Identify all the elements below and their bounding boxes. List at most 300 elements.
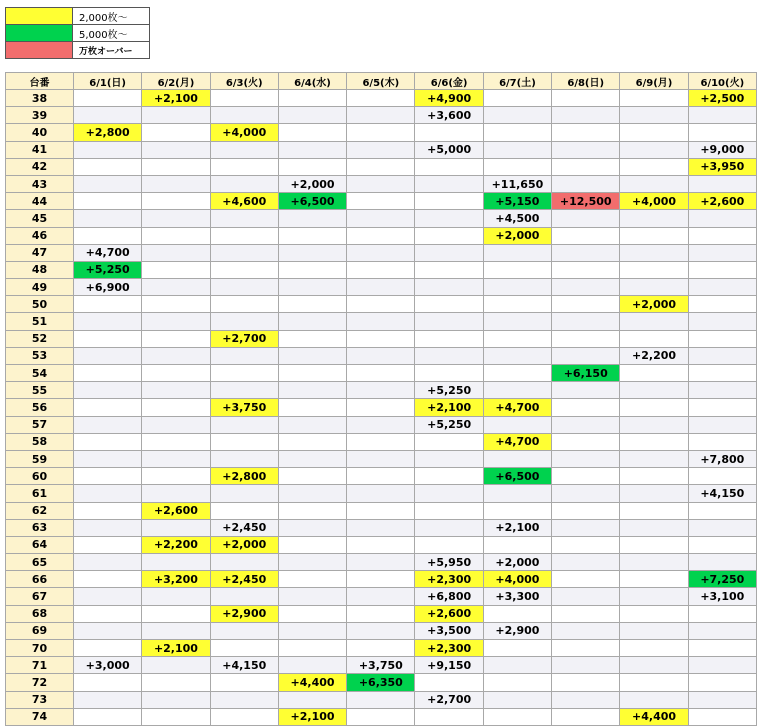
result-cell	[415, 193, 483, 210]
result-cell	[347, 468, 415, 485]
result-cell	[74, 450, 142, 467]
result-cell	[278, 382, 346, 399]
result-cell: +4,150	[210, 657, 278, 674]
result-cell	[552, 313, 620, 330]
result-cell: +5,250	[74, 261, 142, 278]
result-cell	[483, 536, 551, 553]
result-cell	[74, 674, 142, 691]
machine-number: 62	[6, 502, 74, 519]
result-cell	[620, 502, 688, 519]
result-cell	[74, 158, 142, 175]
result-cell	[74, 502, 142, 519]
result-cell	[552, 399, 620, 416]
table-row	[6, 622, 757, 639]
result-cell	[688, 622, 756, 639]
date-header: 6/7(土)	[483, 73, 551, 90]
result-cell	[552, 124, 620, 141]
legend-item	[6, 42, 150, 59]
result-cell	[278, 433, 346, 450]
result-cell	[278, 244, 346, 261]
result-cell	[142, 622, 210, 639]
machine-number: 43	[6, 175, 74, 192]
result-cell: +5,000	[415, 141, 483, 158]
result-cell	[74, 605, 142, 622]
result-cell	[210, 433, 278, 450]
result-cell	[210, 210, 278, 227]
result-cell: +4,000	[483, 571, 551, 588]
result-cell	[142, 296, 210, 313]
result-cell	[347, 571, 415, 588]
result-cell	[688, 674, 756, 691]
table-row	[6, 382, 757, 399]
result-cell	[688, 296, 756, 313]
result-cell	[347, 691, 415, 708]
result-cell: +2,900	[483, 622, 551, 639]
result-cell	[347, 90, 415, 107]
result-cell	[210, 107, 278, 124]
result-cell	[415, 313, 483, 330]
result-cell	[552, 279, 620, 296]
result-cell	[620, 657, 688, 674]
result-cell	[552, 519, 620, 536]
table-row	[6, 296, 757, 313]
machine-number: 53	[6, 347, 74, 364]
result-cell	[278, 536, 346, 553]
result-cell: +3,500	[415, 622, 483, 639]
machine-number: 50	[6, 296, 74, 313]
result-cell	[74, 193, 142, 210]
result-cell	[278, 605, 346, 622]
machine-number: 49	[6, 279, 74, 296]
result-cell	[142, 261, 210, 278]
result-cell	[142, 416, 210, 433]
result-cell	[278, 554, 346, 571]
result-cell: +6,500	[483, 468, 551, 485]
result-cell	[620, 468, 688, 485]
result-cell	[552, 622, 620, 639]
result-cell	[210, 261, 278, 278]
result-cell	[483, 691, 551, 708]
result-cell: +4,700	[74, 244, 142, 261]
result-cell	[347, 502, 415, 519]
result-cell	[347, 365, 415, 382]
machine-number: 70	[6, 640, 74, 657]
result-cell	[142, 141, 210, 158]
result-cell	[552, 588, 620, 605]
machine-number: 41	[6, 141, 74, 158]
result-cell	[688, 416, 756, 433]
result-cell	[347, 382, 415, 399]
date-header: 6/6(金)	[415, 73, 483, 90]
result-cell	[74, 519, 142, 536]
result-cell	[278, 468, 346, 485]
machine-number: 69	[6, 622, 74, 639]
table-row	[6, 313, 757, 330]
result-cell	[278, 588, 346, 605]
result-cell	[620, 416, 688, 433]
result-cell	[688, 433, 756, 450]
result-cell	[552, 657, 620, 674]
result-cell	[688, 691, 756, 708]
result-cell	[688, 244, 756, 261]
result-cell	[347, 485, 415, 502]
result-cell	[74, 175, 142, 192]
result-cell	[620, 158, 688, 175]
result-cell	[415, 227, 483, 244]
result-cell: +2,600	[688, 193, 756, 210]
result-cell: +11,650	[483, 175, 551, 192]
result-cell	[688, 382, 756, 399]
result-cell	[74, 141, 142, 158]
result-cell	[74, 347, 142, 364]
table-row	[6, 330, 757, 347]
result-cell	[210, 554, 278, 571]
machine-number: 64	[6, 536, 74, 553]
result-cell	[74, 485, 142, 502]
result-cell	[620, 433, 688, 450]
result-cell	[620, 244, 688, 261]
result-cell	[210, 244, 278, 261]
result-cell	[415, 519, 483, 536]
result-cell	[210, 90, 278, 107]
table-row	[6, 107, 757, 124]
result-cell	[74, 691, 142, 708]
result-cell	[347, 536, 415, 553]
result-cell	[210, 141, 278, 158]
table-row	[6, 347, 757, 364]
result-cell	[688, 107, 756, 124]
result-cell	[620, 330, 688, 347]
result-cell	[620, 90, 688, 107]
result-cell	[347, 244, 415, 261]
result-cell	[688, 468, 756, 485]
result-cell: +2,200	[142, 536, 210, 553]
result-cell: +2,100	[142, 640, 210, 657]
result-cell	[142, 691, 210, 708]
result-cell	[210, 382, 278, 399]
machine-number: 38	[6, 90, 74, 107]
result-cell	[278, 622, 346, 639]
machine-number: 61	[6, 485, 74, 502]
result-cell	[620, 175, 688, 192]
result-cell	[347, 450, 415, 467]
table-row	[6, 175, 757, 192]
result-cell	[142, 244, 210, 261]
result-cell	[142, 227, 210, 244]
date-header: 6/1(日)	[74, 73, 142, 90]
machine-number: 65	[6, 554, 74, 571]
table-row	[6, 227, 757, 244]
result-cell: +3,600	[415, 107, 483, 124]
result-cell	[483, 313, 551, 330]
result-cell	[210, 674, 278, 691]
legend-swatch	[6, 8, 73, 25]
result-cell: +5,250	[415, 382, 483, 399]
table-row	[6, 554, 757, 571]
result-cell	[688, 365, 756, 382]
machine-number: 58	[6, 433, 74, 450]
result-cell	[142, 210, 210, 227]
result-cell: +5,250	[415, 416, 483, 433]
result-cell	[142, 554, 210, 571]
table-row	[6, 691, 757, 708]
result-cell	[142, 124, 210, 141]
result-cell: +2,000	[278, 175, 346, 192]
result-cell	[347, 124, 415, 141]
result-cell: +7,800	[688, 450, 756, 467]
machine-number: 39	[6, 107, 74, 124]
table-row	[6, 640, 757, 657]
result-cell	[278, 519, 346, 536]
table-row	[6, 399, 757, 416]
result-cell: +5,950	[415, 554, 483, 571]
result-cell	[278, 124, 346, 141]
result-cell	[74, 708, 142, 725]
result-cell	[347, 708, 415, 725]
result-cell	[620, 227, 688, 244]
result-cell: +2,600	[142, 502, 210, 519]
table-row	[6, 193, 757, 210]
table-row	[6, 605, 757, 622]
table-row	[6, 450, 757, 467]
machine-number: 51	[6, 313, 74, 330]
result-cell	[210, 450, 278, 467]
result-cell	[552, 674, 620, 691]
result-cell	[688, 313, 756, 330]
result-cell	[74, 313, 142, 330]
result-cell	[483, 90, 551, 107]
result-cell	[278, 107, 346, 124]
result-cell	[278, 330, 346, 347]
result-cell	[552, 347, 620, 364]
result-cell	[74, 468, 142, 485]
result-cell	[347, 399, 415, 416]
result-cell	[688, 330, 756, 347]
table-row	[6, 90, 757, 107]
result-cell	[347, 622, 415, 639]
table-row	[6, 502, 757, 519]
result-cell: +2,700	[210, 330, 278, 347]
machine-number: 68	[6, 605, 74, 622]
table-row	[6, 674, 757, 691]
result-cell	[278, 90, 346, 107]
machine-number: 66	[6, 571, 74, 588]
machine-number: 48	[6, 261, 74, 278]
result-cell	[688, 227, 756, 244]
result-cell	[620, 536, 688, 553]
result-cell	[688, 175, 756, 192]
machine-number: 45	[6, 210, 74, 227]
result-cell	[688, 210, 756, 227]
result-cell	[620, 399, 688, 416]
result-cell	[415, 279, 483, 296]
table-row	[6, 468, 757, 485]
table-row	[6, 261, 757, 278]
date-header: 6/4(水)	[278, 73, 346, 90]
result-cell	[620, 141, 688, 158]
result-cell	[142, 485, 210, 502]
result-cell: +2,450	[210, 519, 278, 536]
result-cell	[483, 485, 551, 502]
result-cell	[688, 124, 756, 141]
result-cell	[278, 347, 346, 364]
result-cell: +3,950	[688, 158, 756, 175]
result-cell	[347, 175, 415, 192]
result-cell	[347, 433, 415, 450]
result-cell	[620, 622, 688, 639]
legend	[5, 7, 150, 59]
result-cell: +3,750	[210, 399, 278, 416]
result-cell	[347, 141, 415, 158]
result-cell	[210, 416, 278, 433]
table-row	[6, 210, 757, 227]
machine-number: 57	[6, 416, 74, 433]
result-cell	[210, 502, 278, 519]
result-cell	[210, 313, 278, 330]
result-cell	[552, 227, 620, 244]
result-cell	[142, 399, 210, 416]
result-cell	[347, 588, 415, 605]
machine-number: 40	[6, 124, 74, 141]
result-cell	[347, 227, 415, 244]
result-cell	[552, 605, 620, 622]
result-cell	[415, 175, 483, 192]
result-cell	[552, 210, 620, 227]
result-cell: +2,100	[483, 519, 551, 536]
result-cell	[483, 330, 551, 347]
result-cell	[74, 107, 142, 124]
result-cell	[210, 485, 278, 502]
result-cell	[278, 640, 346, 657]
machine-number: 55	[6, 382, 74, 399]
machine-number: 72	[6, 674, 74, 691]
result-cell: +2,000	[483, 554, 551, 571]
result-cell	[74, 622, 142, 639]
table-row	[6, 485, 757, 502]
result-cell: +3,000	[74, 657, 142, 674]
machine-number: 74	[6, 708, 74, 725]
date-header: 6/3(火)	[210, 73, 278, 90]
result-cell	[278, 450, 346, 467]
result-cell	[142, 365, 210, 382]
result-cell	[142, 313, 210, 330]
table-row	[6, 141, 757, 158]
result-cell	[142, 605, 210, 622]
result-cell	[278, 279, 346, 296]
result-cell	[688, 502, 756, 519]
result-cell	[210, 640, 278, 657]
result-cell	[483, 708, 551, 725]
result-cell	[142, 382, 210, 399]
result-cell	[620, 382, 688, 399]
result-cell	[552, 485, 620, 502]
result-cell	[210, 175, 278, 192]
result-cell	[552, 261, 620, 278]
result-cell	[688, 347, 756, 364]
result-cell	[552, 244, 620, 261]
result-cell: +2,900	[210, 605, 278, 622]
result-cell: +6,150	[552, 365, 620, 382]
result-cell: +4,150	[688, 485, 756, 502]
result-cell	[347, 296, 415, 313]
result-cell	[483, 141, 551, 158]
result-cell: +3,300	[483, 588, 551, 605]
result-cell	[552, 382, 620, 399]
result-cell	[483, 244, 551, 261]
result-cell	[74, 554, 142, 571]
result-cell	[278, 210, 346, 227]
result-cell: +2,300	[415, 640, 483, 657]
result-cell	[278, 365, 346, 382]
result-cell	[620, 571, 688, 588]
result-cell	[688, 536, 756, 553]
result-cell: +2,000	[210, 536, 278, 553]
result-cell: +2,800	[210, 468, 278, 485]
result-cell: +4,700	[483, 433, 551, 450]
result-cell	[278, 571, 346, 588]
result-cell	[620, 519, 688, 536]
result-cell	[210, 279, 278, 296]
table-row	[6, 365, 757, 382]
result-cell	[347, 261, 415, 278]
result-cell	[278, 296, 346, 313]
result-cell	[142, 433, 210, 450]
legend-label: 2,000枚～	[73, 8, 150, 25]
result-cell	[278, 657, 346, 674]
result-cell	[210, 588, 278, 605]
result-cell: +6,500	[278, 193, 346, 210]
result-cell: +4,000	[210, 124, 278, 141]
result-cell: +4,600	[210, 193, 278, 210]
result-cell	[210, 708, 278, 725]
table-row	[6, 571, 757, 588]
result-cell: +2,100	[415, 399, 483, 416]
result-cell	[415, 468, 483, 485]
result-cell	[415, 330, 483, 347]
result-cell	[210, 227, 278, 244]
table-row	[6, 433, 757, 450]
results-table	[5, 72, 757, 726]
header-row	[6, 73, 757, 90]
result-cell: +2,000	[620, 296, 688, 313]
result-cell	[415, 244, 483, 261]
result-cell	[552, 107, 620, 124]
result-cell	[415, 708, 483, 725]
result-cell	[347, 640, 415, 657]
result-cell	[552, 90, 620, 107]
result-cell	[142, 588, 210, 605]
date-header: 6/2(月)	[142, 73, 210, 90]
result-cell	[620, 554, 688, 571]
result-cell	[347, 605, 415, 622]
result-cell	[142, 519, 210, 536]
result-cell	[620, 640, 688, 657]
result-cell: +2,000	[483, 227, 551, 244]
result-cell	[688, 279, 756, 296]
result-cell	[483, 296, 551, 313]
result-cell	[415, 674, 483, 691]
result-cell	[278, 485, 346, 502]
result-cell: +4,900	[415, 90, 483, 107]
result-cell	[415, 158, 483, 175]
machine-number: 73	[6, 691, 74, 708]
result-cell	[415, 536, 483, 553]
result-cell: +2,200	[620, 347, 688, 364]
result-cell	[415, 261, 483, 278]
result-cell	[415, 124, 483, 141]
result-cell	[483, 657, 551, 674]
result-cell: +2,450	[210, 571, 278, 588]
